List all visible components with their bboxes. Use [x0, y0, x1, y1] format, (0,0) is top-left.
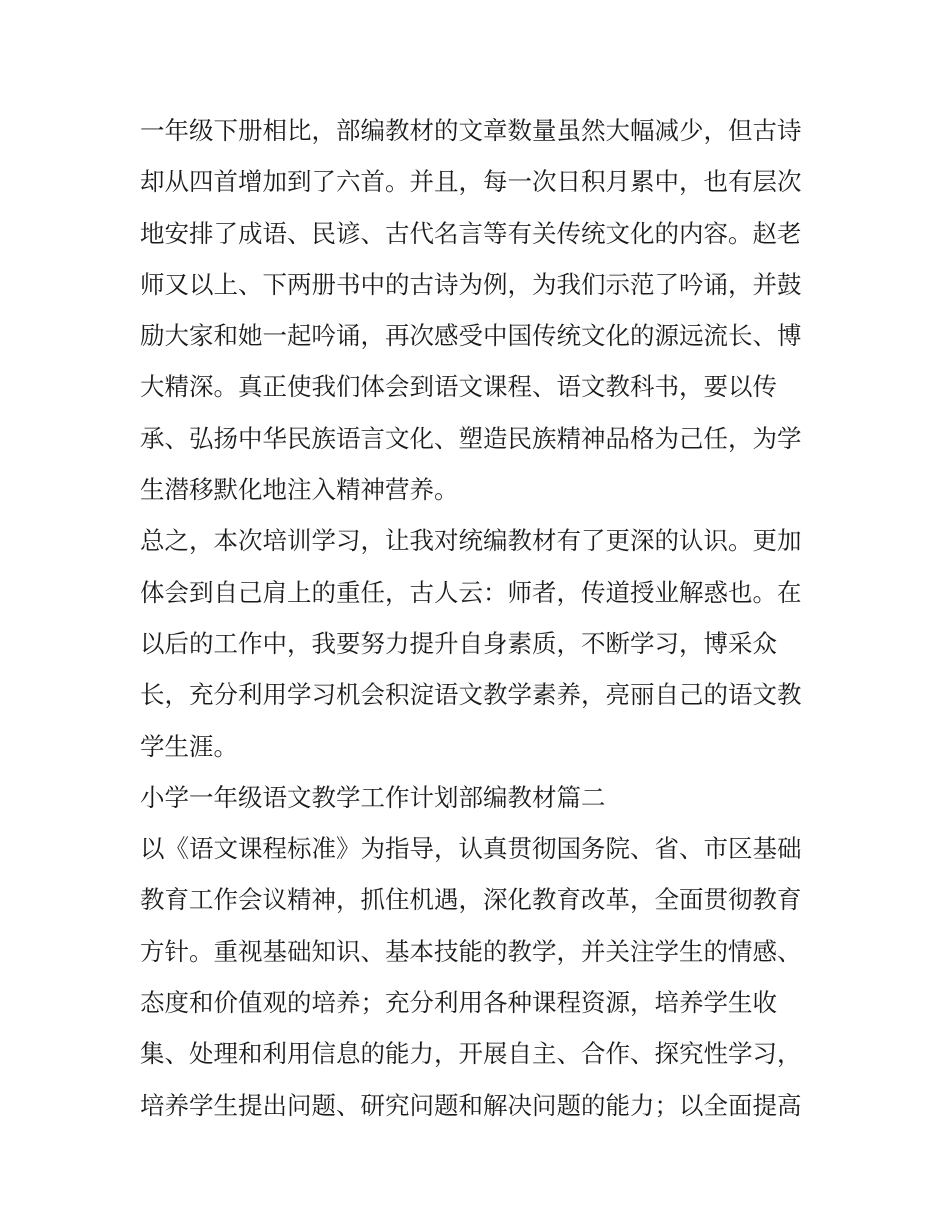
text-line: 长，充分利用学习机会积淀语文教学素养，亮丽自己的语文教 — [140, 680, 802, 710]
text-line: 一年级下册相比，部编教材的文章数量虽然大幅减少，但古诗 — [140, 116, 802, 145]
text-line: 集、处理和利用信息的能力，开展自主、合作、探究性学习， — [140, 1039, 802, 1069]
text-line: 方针。重视基础知识、基本技能的教学，并关注学生的情感、 — [140, 936, 802, 966]
document-body — [140, 105, 820, 1131]
text-line: 师又以上、下两册书中的古诗为例，为我们示范了吟诵，并鼓 — [140, 269, 802, 299]
section-heading: 小学一年级语文教学工作计划部编教材篇二 — [140, 782, 606, 812]
text-line: 态度和价值观的培养；充分利用各种课程资源，培养学生收 — [140, 988, 777, 1018]
text-line: 教育工作会议精神，抓住机遇，深化教育改革，全面贯彻教育 — [140, 885, 802, 915]
text-line: 以后的工作中，我要努力提升自身素质，不断学习，博采众 — [140, 628, 777, 658]
text-line: 培养学生提出问题、研究问题和解决问题的能力；以全面提高 — [140, 1090, 802, 1120]
text-line: 学生涯。 — [140, 731, 238, 761]
text-line: 生潜移默化地注入精神营养。 — [140, 475, 459, 505]
text-line: 承、弘扬中华民族语言文化、塑造民族精神品格为己任，为学 — [140, 423, 802, 453]
text-line: 以《语文课程标准》为指导，认真贯彻国务院、省、市区基础 — [140, 834, 802, 864]
text-line: 地安排了成语、民谚、古代名言等有关传统文化的内容。赵老 — [140, 218, 802, 248]
text-line: 大精深。真正使我们体会到语文课程、语文教科书，要以传 — [140, 372, 777, 402]
text-line: 总之，本次培训学习，让我对统编教材有了更深的认识。更加 — [140, 526, 802, 556]
text-line: 励大家和她一起吟诵，再次感受中国传统文化的源远流长、博 — [140, 321, 802, 351]
text-line: 却从四首增加到了六首。并且，每一次日积月累中，也有层次 — [140, 167, 802, 197]
text-line: 体会到自己肩上的重任，古人云：师者，传道授业解惑也。在 — [140, 577, 802, 607]
